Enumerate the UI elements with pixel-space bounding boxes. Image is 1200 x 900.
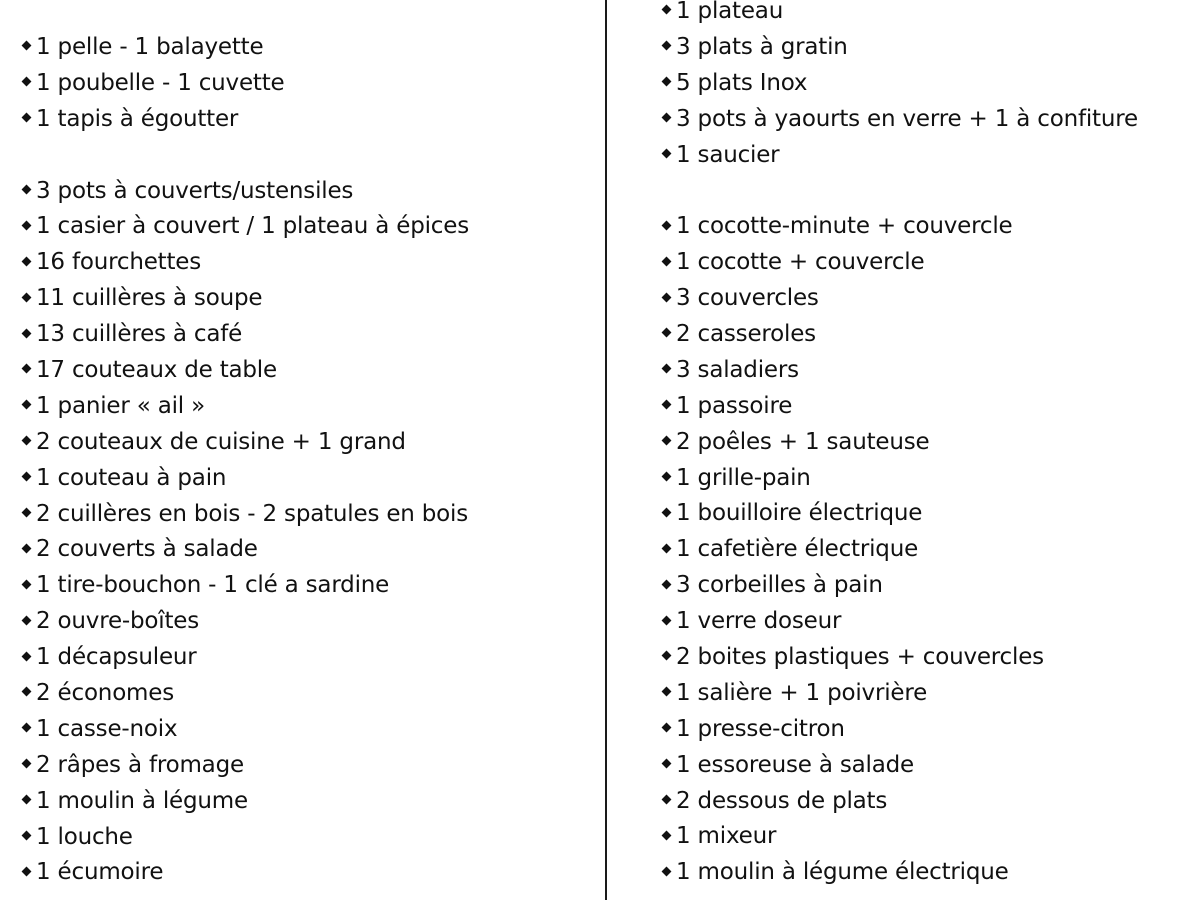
list-item-text: 1 casse-noix (36, 715, 178, 742)
diamond-bullet-icon (662, 149, 672, 159)
list-item-text: 2 couteaux de cuisine + 1 grand (36, 428, 406, 455)
diamond-bullet-icon (22, 41, 32, 51)
diamond-bullet-icon (22, 472, 32, 482)
diamond-bullet-icon (22, 579, 32, 589)
diamond-bullet-icon (662, 615, 672, 625)
diamond-bullet-icon (22, 364, 32, 374)
diamond-bullet-icon (22, 328, 32, 338)
diamond-bullet-icon (22, 866, 32, 876)
diamond-bullet-icon (22, 723, 32, 733)
diamond-bullet-icon (662, 292, 672, 302)
list-item (662, 389, 1138, 425)
left-column-list (22, 30, 469, 891)
diamond-bullet-icon (22, 292, 32, 302)
diamond-bullet-icon (662, 579, 672, 589)
diamond-bullet-icon (22, 795, 32, 805)
list-item-text: 2 boites plastiques + couvercles (676, 644, 1044, 671)
list-item (662, 102, 1138, 138)
list-item-text: 1 poubelle - 1 cuvette (36, 69, 285, 96)
list-item-text: 1 couteau à pain (36, 464, 227, 491)
diamond-bullet-icon (662, 220, 672, 230)
diamond-bullet-icon (22, 543, 32, 553)
diamond-bullet-icon (662, 77, 672, 87)
diamond-bullet-icon (662, 759, 672, 769)
list-item (662, 66, 1138, 102)
right-column-list (662, 0, 1138, 891)
list-item-text: 5 plats Inox (676, 69, 808, 96)
list-item-text: 13 cuillères à café (36, 321, 243, 348)
list-item-text: 3 corbeilles à pain (676, 572, 883, 599)
diamond-bullet-icon (22, 400, 32, 410)
list-item-text: 1 plateau (676, 0, 784, 24)
list-item (22, 820, 469, 856)
list-item (662, 604, 1138, 640)
list-item-text: 1 bouilloire électrique (676, 500, 923, 527)
list-item-text: 2 économes (36, 680, 174, 707)
list-item-text: 1 mixeur (676, 823, 777, 850)
diamond-bullet-icon (662, 400, 672, 410)
list-item-text: 1 presse-citron (676, 715, 845, 742)
list-item (662, 30, 1138, 66)
list-item (22, 209, 469, 245)
list-item-text: 1 louche (36, 823, 133, 850)
list-item-text: 3 saladiers (676, 356, 799, 383)
diamond-bullet-icon (662, 866, 672, 876)
list-item-text: 1 écumoire (36, 859, 164, 886)
list-item (662, 138, 1138, 174)
list-item (662, 496, 1138, 532)
list-spacer (22, 138, 469, 174)
list-item-text: 1 moulin à légume (36, 787, 248, 814)
list-item-text: 1 verre doseur (676, 608, 842, 635)
diamond-bullet-icon (22, 256, 32, 266)
list-item (662, 819, 1138, 855)
diamond-bullet-icon (662, 113, 672, 123)
list-item-text: 1 casier à couvert / 1 plateau à épices (36, 213, 469, 240)
list-item-text: 1 moulin à légume électrique (676, 859, 1009, 886)
diamond-bullet-icon (662, 651, 672, 661)
list-item (22, 784, 469, 820)
diamond-bullet-icon (22, 436, 32, 446)
list-item (22, 30, 469, 66)
list-item-text: 1 pelle - 1 balayette (36, 34, 264, 60)
list-item (22, 317, 469, 353)
list-item-text: 2 couverts à salade (36, 536, 258, 563)
diamond-bullet-icon (662, 507, 672, 517)
list-item-text: 1 passoire (676, 392, 793, 419)
diamond-bullet-icon (662, 41, 672, 51)
list-item (662, 640, 1138, 676)
diamond-bullet-icon (662, 795, 672, 805)
diamond-bullet-icon (22, 615, 32, 625)
list-item (662, 425, 1138, 461)
list-item-text: 11 cuillères à soupe (36, 285, 263, 312)
diamond-bullet-icon (22, 759, 32, 769)
column-divider (605, 0, 607, 900)
list-item-text: 2 dessous de plats (676, 787, 888, 814)
list-item-text: 2 casseroles (676, 321, 816, 348)
list-item-text: 1 tire-bouchon - 1 clé a sardine (36, 572, 390, 599)
list-item-text: 1 salière + 1 poivrière (676, 679, 928, 706)
diamond-bullet-icon (662, 472, 672, 482)
list-item (22, 425, 469, 461)
list-item (662, 461, 1138, 497)
list-item-text: 1 tapis à égoutter (36, 105, 239, 132)
list-item (22, 748, 469, 784)
list-item-text: 2 cuillères en bois - 2 spatules en bois (36, 500, 469, 527)
list-item (22, 281, 469, 317)
list-item (662, 712, 1138, 748)
diamond-bullet-icon (22, 113, 32, 123)
diamond-bullet-icon (662, 830, 672, 840)
list-item (662, 748, 1138, 784)
list-item (22, 461, 469, 497)
list-item-text: 1 cocotte + couvercle (676, 249, 925, 276)
list-item-text: 2 poêles + 1 sauteuse (676, 428, 930, 455)
list-item (22, 604, 469, 640)
list-item-text: 3 couvercles (676, 285, 819, 312)
list-item (22, 245, 469, 281)
list-item-text: 1 saucier (676, 141, 780, 168)
list-item (662, 568, 1138, 604)
list-item (22, 497, 469, 533)
list-item (662, 676, 1138, 712)
list-item-text: 1 décapsuleur (36, 644, 197, 671)
list-item-text: 2 ouvre-boîtes (36, 608, 200, 635)
list-item (22, 532, 469, 568)
diamond-bullet-icon (662, 364, 672, 374)
list-item (662, 855, 1138, 891)
list-item (662, 317, 1138, 353)
list-item-text: 16 fourchettes (36, 249, 202, 276)
list-item-text: 17 couteaux de table (36, 357, 277, 384)
list-item-text: 1 cafetière électrique (676, 536, 919, 563)
list-item-text: 1 grille-pain (676, 464, 811, 491)
list-item-text: 1 essoreuse à salade (676, 751, 914, 778)
diamond-bullet-icon (662, 328, 672, 338)
list-item-text: 3 pots à couverts/ustensiles (36, 177, 354, 204)
diamond-bullet-icon (662, 256, 672, 266)
list-item (662, 532, 1138, 568)
list-item-text: 2 râpes à fromage (36, 751, 244, 778)
list-item (22, 66, 469, 102)
list-item-text: 3 pots à yaourts en verre + 1 à confiture (676, 105, 1138, 132)
diamond-bullet-icon (22, 831, 32, 841)
diamond-bullet-icon (22, 508, 32, 518)
diamond-bullet-icon (22, 220, 32, 230)
diamond-bullet-icon (662, 543, 672, 553)
list-item-text: 3 plats à gratin (676, 33, 848, 60)
list-item (22, 174, 469, 210)
diamond-bullet-icon (22, 651, 32, 661)
diamond-bullet-icon (22, 687, 32, 697)
diamond-bullet-icon (22, 77, 32, 87)
diamond-bullet-icon (22, 185, 32, 195)
list-item (662, 209, 1138, 245)
list-item (662, 784, 1138, 820)
diamond-bullet-icon (662, 687, 672, 697)
list-item (662, 245, 1138, 281)
list-item (662, 0, 1138, 30)
list-item (662, 353, 1138, 389)
list-item (22, 712, 469, 748)
list-item (22, 568, 469, 604)
list-item-text: 1 cocotte-minute + couvercle (676, 213, 1013, 240)
list-spacer (662, 173, 1138, 209)
list-item (22, 855, 469, 891)
list-item (22, 102, 469, 138)
list-item-text: 1 panier « ail » (36, 392, 205, 419)
list-item (22, 676, 469, 712)
diamond-bullet-icon (662, 436, 672, 446)
list-item (22, 640, 469, 676)
diamond-bullet-icon (662, 723, 672, 733)
list-item (662, 281, 1138, 317)
list-item (22, 353, 469, 389)
list-item (22, 389, 469, 425)
diamond-bullet-icon (662, 5, 672, 15)
